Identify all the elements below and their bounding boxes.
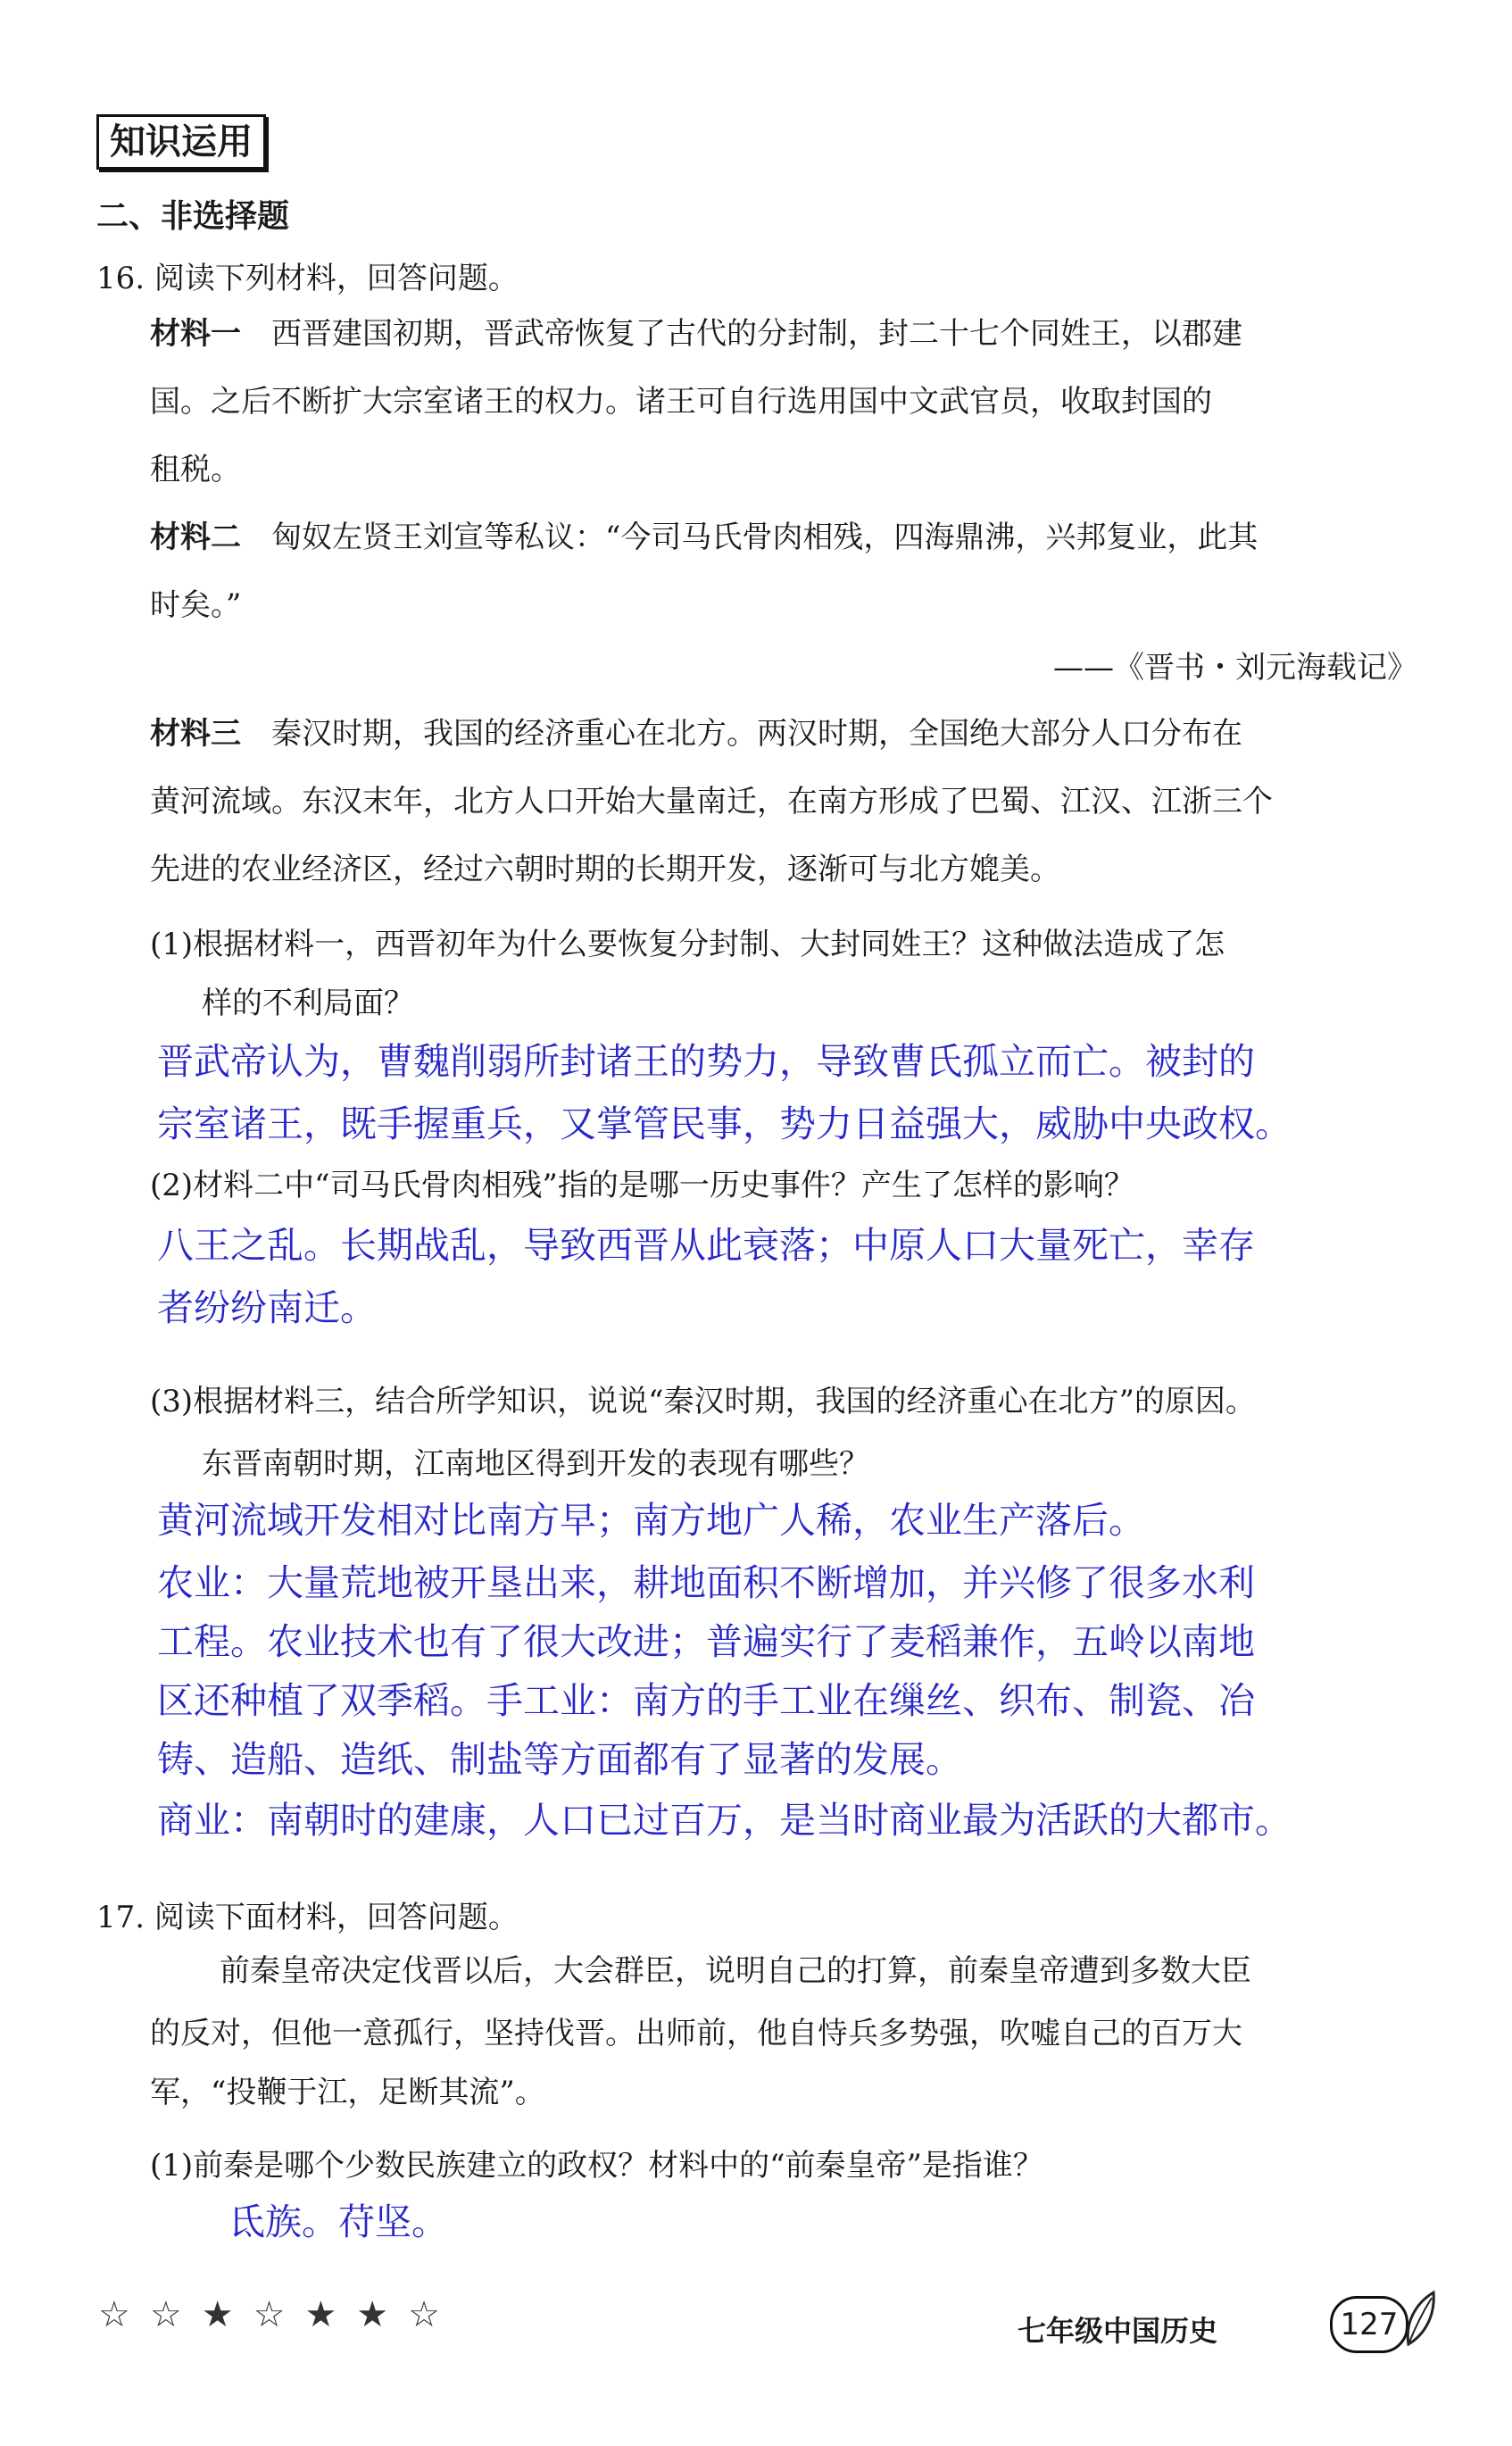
leaf-icon	[1403, 2287, 1439, 2350]
question-17-stem: 17. 阅读下面材料，回答问题。	[96, 1900, 519, 1935]
section-box-heading: 知识运用	[96, 114, 266, 170]
q16-answer-3-line-3: 工程。农业技术也有了很大改进；普遍实行了麦稻兼作，五岭以南地	[157, 1620, 1255, 1663]
q17-answer-1: 氐族。苻坚。	[228, 2201, 448, 2243]
material-1-label: 材料一	[150, 316, 241, 352]
q16-part-1-line-1: (1)根据材料一，西晋初年为什么要恢复分封制、大封同姓王？这种做法造成了怎	[150, 927, 1225, 962]
material-3-line-1	[150, 700, 1242, 768]
q16-part-1-line-2: 样的不利局面？	[202, 986, 414, 1021]
question-16-stem: 16. 阅读下列材料，回答问题。	[96, 261, 519, 296]
q16-part-2: (2)材料二中“司马氏骨肉相残”指的是哪一历史事件？产生了怎样的影响？	[150, 1168, 1134, 1203]
material-3-text: 秦汉时期，我国的经济重心在北方。两汉时期，全国绝大部分人口分布在	[271, 716, 1242, 752]
material-1-text: 西晋建国初期，晋武帝恢复了古代的分封制，封二十七个同姓王，以郡建	[271, 316, 1242, 352]
q16-answer-1-line-1: 晋武帝认为，曹魏削弱所封诸王的势力，导致曹氏孤立而亡。被封的	[157, 1040, 1255, 1083]
q16-answer-3-line-4: 区还种植了双季稻。手工业：南方的手工业在缫丝、织布、制瓷、冶	[157, 1679, 1255, 1722]
material-2-line-2: 时矣。”	[150, 587, 242, 623]
q16-answer-3-line-1: 黄河流域开发相对比南方早；南方地广人稀，农业生产落后。	[157, 1499, 1145, 1542]
q17-material-line-1: 前秦皇帝决定伐晋以后，大会群臣，说明自己的打算，前秦皇帝遭到多数大臣	[220, 1953, 1251, 1989]
material-2-text: 匈奴左贤王刘宣等私议：“今司马氏骨肉相残，四海鼎沸，兴邦复业，此其	[271, 520, 1259, 555]
material-2-label: 材料二	[150, 520, 241, 555]
q16-answer-3-line-2: 农业：大量荒地被开垦出来，耕地面积不断增加，并兴修了很多水利	[157, 1561, 1255, 1604]
material-2-source: ——《晋书・刘元海载记》	[1053, 650, 1417, 686]
page-number: 127	[1330, 2296, 1408, 2353]
material-2-line-1	[150, 503, 1258, 571]
material-1-line-3: 租税。	[150, 452, 241, 487]
q16-part-3-line-1: (3)根据材料三，结合所学知识，说说“秦汉时期，我国的经济重心在北方”的原因。	[150, 1384, 1256, 1419]
q16-part-3-line-2: 东晋南朝时期，江南地区得到开发的表现有哪些？	[202, 1446, 869, 1482]
difficulty-stars: ☆☆★☆★★☆	[98, 2294, 461, 2335]
q16-answer-2-line-2: 者纷纷南迁。	[157, 1286, 377, 1329]
book-title: 七年级中国历史	[1018, 2314, 1218, 2348]
q17-part-1: (1)前秦是哪个少数民族建立的政权？材料中的“前秦皇帝”是指谁？	[150, 2148, 1043, 2184]
material-1-line-1	[150, 300, 1242, 368]
q16-answer-1-line-2: 宗室诸王，既手握重兵，又掌管民事，势力日益强大，威胁中央政权。	[157, 1102, 1292, 1145]
material-3-label: 材料三	[150, 716, 241, 752]
material-3-line-3: 先进的农业经济区，经过六朝时期的长期开发，逐渐可与北方媲美。	[150, 852, 1060, 887]
q16-answer-2-line-1: 八王之乱。长期战乱，导致西晋从此衰落；中原人口大量死亡，幸存	[157, 1224, 1255, 1267]
q17-material-line-2: 的反对，但他一意孤行，坚持伐晋。出师前，他自恃兵多势强，吹嘘自己的百万大	[150, 2016, 1242, 2051]
material-1-line-2: 国。之后不断扩大宗室诸王的权力。诸王可自行选用国中文武官员，收取封国的	[150, 384, 1212, 420]
q16-answer-3-line-6: 商业：南朝时的建康，人口已过百万，是当时商业最为活跃的大都市。	[157, 1799, 1292, 1842]
section-title: 二、非选择题	[96, 198, 290, 235]
q17-material-line-3: 军，“投鞭于江，足断其流”。	[150, 2075, 545, 2110]
q16-answer-3-line-5: 铸、造船、造纸、制盐等方面都有了显著的发展。	[157, 1738, 962, 1781]
material-3-line-2: 黄河流域。东汉末年，北方人口开始大量南迁，在南方形成了巴蜀、江汉、江浙三个	[150, 784, 1273, 819]
